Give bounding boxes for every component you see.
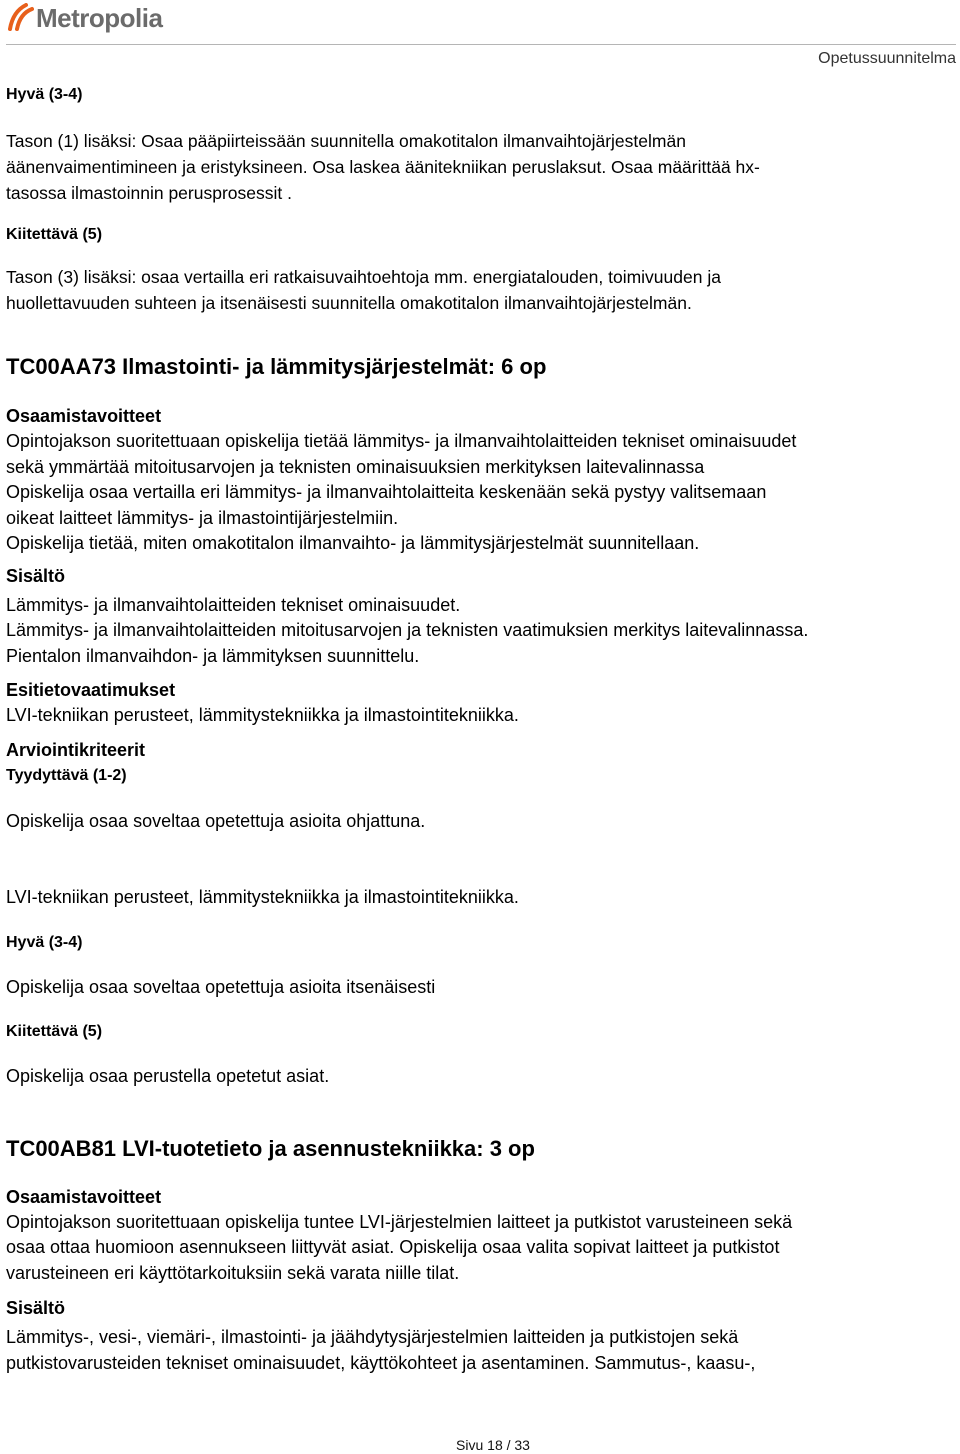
grade-good-heading: Hyvä (3-4) — [6, 933, 83, 951]
content-line: Lämmitys- ja ilmanvaihtolaitteiden tekniset ominaisuudet. — [6, 594, 461, 615]
metropolia-logo-icon — [6, 3, 34, 33]
grade-satisfactory-heading: Tyydyttävä (1-2) — [6, 766, 127, 784]
grade-excellent-heading: Kiitettävä (5) — [6, 1023, 103, 1040]
objectives-line: sekä ymmärtää mitoitusarvojen ja teknisten ominaisuuksien merkityksen laitevalinnassa — [6, 456, 705, 477]
content-line: Lämmitys-, vesi-, viemäri-, ilmastointi- ja jäähdytysjärjestelmien laitteiden ja putkistojen sekä — [6, 1327, 739, 1347]
prerequisites-heading: Esitietovaatimukset — [6, 680, 176, 700]
content-heading: Sisältö — [6, 565, 66, 586]
objectives-heading: Osaamistavoitteet — [6, 406, 162, 426]
metropolia-logo — [6, 3, 162, 33]
page-content — [6, 82, 956, 1376]
page-footer — [0, 1437, 960, 1453]
satisfactory-text: Opiskelija osaa soveltaa opetettuja asioita ohjattuna. — [6, 810, 426, 831]
good-text-line: tasossa ilmastoinnin perusprosessit . — [6, 183, 292, 203]
good-text-line: äänenvaimentimineen ja eristyksineen. Osa laskea äänitekniikan peruslaksut. Osaa määrittää hx- — [6, 157, 760, 177]
prerequisites-text: LVI-tekniikan perusteet, lämmitystekniikka ja ilmastointitekniikka. — [6, 705, 519, 725]
objectives-line: Opiskelija osaa vertailla eri lämmitys- ja ilmanvaihtolaitteita keskenään sekä pystyy valitsemaan — [6, 482, 767, 502]
objectives-line: varusteineen eri käyttötarkoituksiin sekä varata niille tilat. — [6, 1262, 460, 1283]
grade-good-heading: Hyvä (3-4) — [6, 86, 83, 103]
objectives-line: Opintojakson suoritettuaan opiskelija tietää lämmitys- ja ilmanvaihtolaitteiden tekniset ominaisuudet — [6, 431, 797, 451]
good-text: Opiskelija osaa soveltaa opetettuja asioita itsenäisesti — [6, 976, 436, 997]
objectives-line: Opiskelija tietää, miten omakotitalon ilmanvaihto- ja lämmitysjärjestelmät suunnitellaan. — [6, 533, 700, 553]
objectives-line: oikeat laitteet lämmitys- ja ilmastointijärjestelmiin. — [6, 507, 399, 528]
content-line: Pientalon ilmanvaihdon- ja lämmityksen suunnittelu. — [6, 645, 420, 666]
content-line: Lämmitys- ja ilmanvaihtolaitteiden mitoitusarvojen ja teknisten vaatimuksien merkitys laitevalinnassa. — [6, 620, 809, 640]
excellent-text: Opiskelija osaa perustella opetetut asiat. — [6, 1066, 330, 1086]
grade-excellent-heading: Kiitettävä (5) — [6, 226, 103, 243]
course-title: TC00AB81 LVI-tuotetieto ja asennustekniikka: 3 op — [6, 1135, 535, 1161]
document-title: Opetussuunnitelma — [818, 50, 956, 67]
page-number: Sivu 18 / 33 — [456, 1437, 530, 1453]
objectives-heading: Osaamistavoitteet — [6, 1186, 162, 1207]
header-divider — [6, 44, 956, 45]
content-line: putkistovarusteiden tekniset ominaisuudet, käyttökohteet ja asentaminen. Sammutus-, kaasu-, — [6, 1352, 756, 1373]
good-text-line: Tason (1) lisäksi: Osaa pääpiirteissään suunnitella omakotitalon ilmanvaihtojärjestelmän — [6, 131, 686, 151]
excellent-text-line: huollettavuuden suhteen ja itsenäisesti suunnitella omakotitalon ilmanvaihtojärjestelmän. — [6, 293, 692, 313]
course-title: TC00AA73 Ilmastointi- ja lämmitysjärjestelmät: 6 op — [6, 354, 547, 379]
objectives-line: Opintojakson suoritettuaan opiskelija tuntee LVI-järjestelmien laitteet ja putkistot varusteineen sekä — [6, 1211, 793, 1232]
excellent-text-line: Tason (3) lisäksi: osaa vertailla eri ratkaisuvaihtoehtoja mm. energiatalouden, toimivuuden ja — [6, 267, 721, 287]
content-heading: Sisältö — [6, 1298, 66, 1318]
objectives-line: osaa ottaa huomioon asennukseen liittyvät asiat. Opiskelija osaa valita sopivat laitteet ja putkistot — [6, 1237, 780, 1257]
criteria-heading: Arviointikriteerit — [6, 739, 146, 760]
logo-text: Metropolia — [36, 3, 163, 33]
satisfactory-extra-text: LVI-tekniikan perusteet, lämmitystekniikka ja ilmastointitekniikka. — [6, 887, 519, 907]
